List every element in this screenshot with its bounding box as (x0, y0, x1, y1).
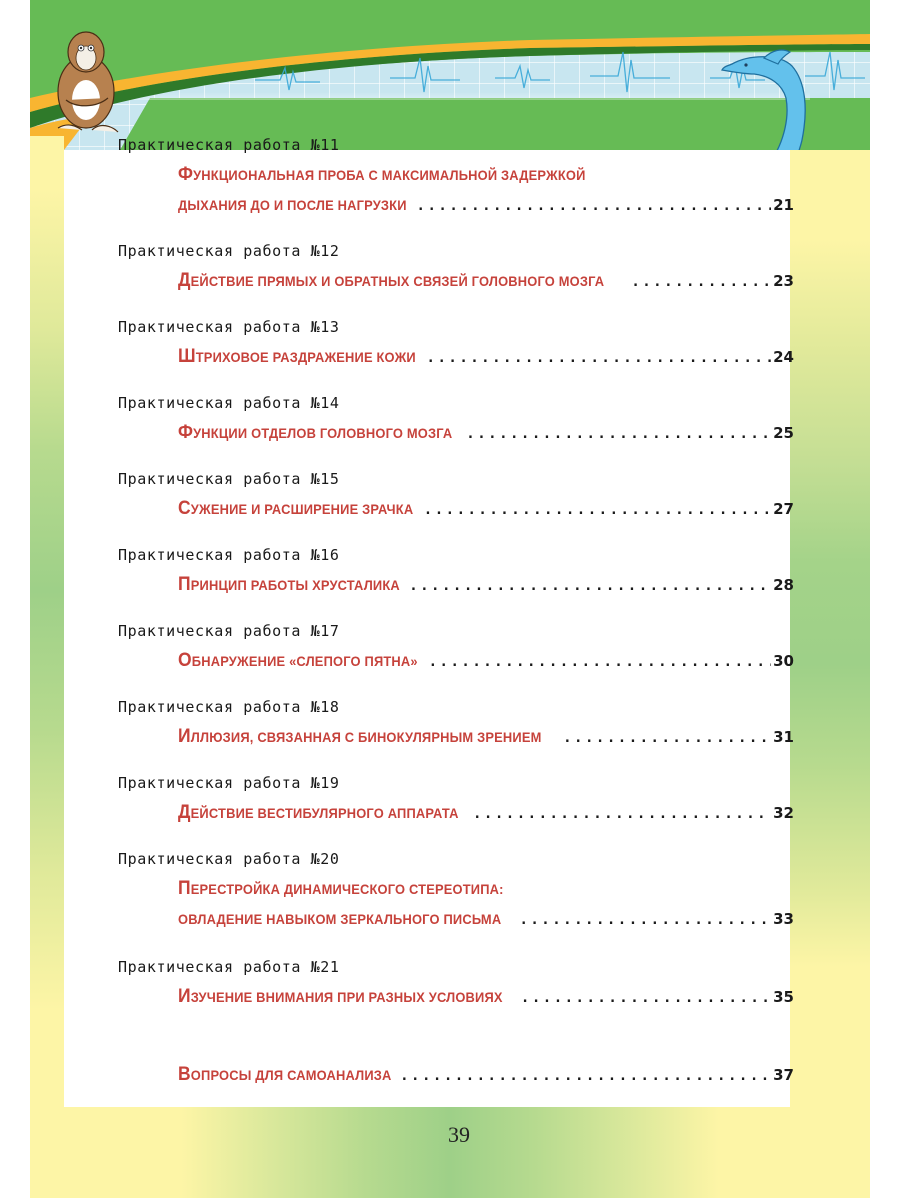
entry-title: ДЕЙСТВИЕ ВЕСТИБУЛЯРНОГО АППАРАТА (178, 802, 459, 823)
entry-title-line (178, 196, 794, 218)
entry-title: ВОПРОСЫ ДЛЯ САМОАНАЛИЗА (178, 1064, 392, 1085)
entry-title: ОБНАРУЖЕНИЕ «СЛЕПОГО ПЯТНА» (178, 650, 418, 671)
entry-label: Практическая работа №20 (118, 850, 340, 868)
dot-leader (519, 913, 771, 927)
entry-title: ДЕЙСТВИЕ ПРЯМЫХ И ОБРАТНЫХ СВЯЗЕЙ ГОЛОВНОГО МОЗГА (178, 270, 605, 291)
entry-label: Практическая работа №13 (118, 318, 340, 336)
entry-title-line (178, 422, 794, 444)
entry-title-line (178, 910, 794, 932)
dot-leader (409, 579, 771, 593)
entry-page-number: 30 (773, 652, 794, 670)
entry-page-number: 27 (773, 500, 794, 518)
entry-title-line (178, 986, 794, 1008)
entry-page-number: 21 (773, 196, 794, 214)
dot-leader (563, 731, 771, 745)
entry-label: Практическая работа №17 (118, 622, 340, 640)
entry-label: Практическая работа №12 (118, 242, 340, 260)
entry-title-line (178, 650, 794, 672)
entry-title: ПЕРЕСТРОЙКА ДИНАМИЧЕСКОГО СТЕРЕОТИПА: (178, 878, 504, 899)
entry-page-number: 33 (773, 910, 794, 928)
entry-title: СУЖЕНИЕ И РАСШИРЕНИЕ ЗРАЧКА (178, 498, 414, 519)
dot-leader (427, 351, 772, 365)
entry-title-line (178, 164, 794, 186)
dot-leader (417, 199, 772, 213)
entry-page-number: 25 (773, 424, 794, 442)
entry-title-line (178, 270, 794, 292)
left-gradient-strip (30, 110, 64, 1110)
right-gradient-strip (790, 98, 870, 1108)
entry-page-number: 24 (773, 348, 794, 366)
entry-title-continued: ОВЛАДЕНИЕ НАВЫКОМ ЗЕРКАЛЬНОГО ПИСЬМА (178, 911, 502, 927)
entry-label: Практическая работа №21 (118, 958, 340, 976)
dot-leader (631, 275, 771, 289)
entry-title: ИЗУЧЕНИЕ ВНИМАНИЯ ПРИ РАЗНЫХ УСЛОВИЯХ (178, 986, 503, 1007)
entry-label: Практическая работа №11 (118, 136, 340, 154)
entry-page-number: 37 (773, 1066, 794, 1084)
entry-page-number: 32 (773, 804, 794, 822)
entry-page-number: 23 (773, 272, 794, 290)
entry-page-number: 31 (773, 728, 794, 746)
entry-title-line (178, 346, 794, 368)
dot-leader (424, 503, 771, 517)
entry-title-line (178, 726, 794, 748)
entry-title: ФУНКЦИИ ОТДЕЛОВ ГОЛОВНОГО МОЗГА (178, 422, 453, 443)
entry-title: ПРИНЦИП РАБОТЫ ХРУСТАЛИКА (178, 574, 400, 595)
entry-label: Практическая работа №16 (118, 546, 340, 564)
entry-title-line (178, 878, 794, 900)
entry-title: ШТРИХОВОЕ РАЗДРАЖЕНИЕ КОЖИ (178, 346, 416, 367)
entry-label: Практическая работа №18 (118, 698, 340, 716)
entry-label: Практическая работа №14 (118, 394, 340, 412)
entry-page-number: 28 (773, 576, 794, 594)
entry-label: Практическая работа №15 (118, 470, 340, 488)
book-page (30, 0, 870, 1198)
entry-title: ИЛЛЮЗИЯ, СВЯЗАННАЯ С БИНОКУЛЯРНЫМ ЗРЕНИЕМ (178, 726, 542, 747)
entry-title-line (178, 498, 794, 520)
entry-page-number: 35 (773, 988, 794, 1006)
page-number: 39 (448, 1122, 470, 1147)
entry-title: ФУНКЦИОНАЛЬНАЯ ПРОБА С МАКСИМАЛЬНОЙ ЗАДЕРЖКОЙ (178, 164, 586, 185)
dot-leader (473, 807, 771, 821)
dot-leader (521, 991, 771, 1005)
dot-leader (429, 655, 772, 669)
entry-title-line (178, 802, 794, 824)
header-banner (30, 0, 870, 150)
dot-leader (400, 1069, 771, 1083)
entry-title-line (178, 1064, 794, 1086)
entry-label: Практическая работа №19 (118, 774, 340, 792)
dot-leader (466, 427, 771, 441)
entry-title-line (178, 574, 794, 596)
entry-title-continued: ДЫХАНИЯ ДО И ПОСЛЕ НАГРУЗКИ (178, 197, 407, 213)
